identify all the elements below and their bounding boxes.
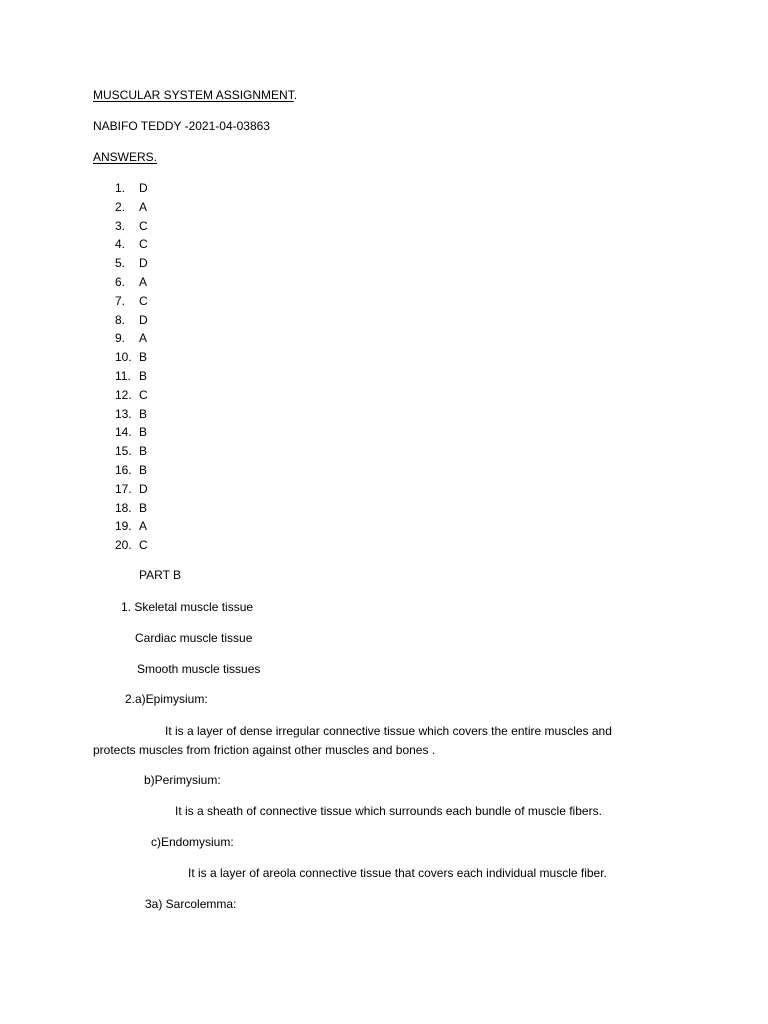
answer-number: 4. (115, 237, 126, 252)
answers-list (115, 181, 148, 557)
answer-number: 9. (115, 331, 126, 346)
answer-value: A (139, 199, 148, 214)
answer-value: C (139, 237, 148, 252)
answer-item (115, 407, 148, 426)
document-title-suffix: . (293, 88, 298, 102)
answer-item (115, 369, 148, 388)
answer-item (115, 538, 148, 557)
answer-number: 7. (115, 293, 126, 308)
q2c-text: It is a layer of areola connective tissue that covers each individual muscle fiber. (188, 866, 607, 880)
answer-number: 18. (115, 500, 132, 515)
answer-value: D (139, 181, 148, 195)
answer-item (115, 294, 148, 313)
answer-value: B (139, 368, 148, 383)
author-line: NABIFO TEDDY -2021-04-03863 (93, 119, 270, 133)
answer-number: 5. (115, 256, 126, 271)
answers-heading: ANSWERS. (93, 150, 158, 164)
q2a-text-line1: It is a layer of dense irregular connective tissue which covers the entire muscles and (165, 724, 612, 738)
answer-number: 16. (115, 462, 132, 477)
answer-item (115, 331, 148, 350)
answer-value: A (139, 331, 148, 346)
answer-number: 20. (115, 538, 132, 553)
answer-value: B (139, 425, 148, 440)
q2b-heading: b)Perimysium: (144, 773, 221, 787)
answer-item (115, 313, 148, 332)
answer-number: 3. (115, 218, 126, 233)
answer-item (115, 501, 148, 520)
answer-item (115, 200, 148, 219)
answer-item (115, 237, 148, 256)
answer-item (115, 388, 148, 407)
answer-item (115, 519, 148, 538)
answer-item (115, 256, 148, 275)
answer-number: 15. (115, 444, 132, 459)
answer-item (115, 482, 148, 501)
answer-value: B (139, 406, 148, 421)
answer-number: 10. (115, 350, 132, 365)
answer-number: 12. (115, 387, 132, 402)
q2a-heading: 2.a)Epimysium: (125, 692, 208, 706)
answer-item (115, 181, 148, 200)
answer-value: B (139, 500, 148, 515)
answer-number: 6. (115, 274, 126, 289)
q2c-heading: c)Endomysium: (151, 835, 234, 849)
answer-number: 17. (115, 481, 132, 496)
answer-value: B (139, 462, 148, 477)
q2b-text: It is a sheath of connective tissue which surrounds each bundle of muscle fibers. (175, 804, 602, 818)
answer-number: 13. (115, 406, 132, 421)
answer-value: C (139, 218, 148, 233)
answer-value: C (139, 387, 148, 402)
q1-line3: Smooth muscle tissues (137, 662, 261, 676)
part-b-heading: PART B (139, 568, 182, 582)
q2a-text-line2: protects muscles from friction against other muscles and bones . (93, 743, 436, 757)
answer-item (115, 444, 148, 463)
document-title-line (93, 88, 297, 103)
answer-value: B (139, 444, 148, 459)
answer-value: C (139, 538, 148, 553)
q1-line2: Cardiac muscle tissue (135, 631, 253, 645)
answer-value: A (139, 274, 148, 289)
answer-value: D (139, 481, 148, 496)
answer-item (115, 350, 148, 369)
answer-value: B (139, 350, 148, 365)
document-title: MUSCULAR SYSTEM ASSIGNMENT (93, 88, 294, 102)
answer-item (115, 463, 148, 482)
answer-value: D (139, 256, 148, 271)
answer-value: D (139, 312, 148, 327)
answer-number: 11. (115, 368, 131, 383)
answer-number: 19. (115, 519, 132, 534)
answer-number: 2. (115, 199, 126, 214)
answer-number: 1. (115, 181, 126, 195)
q1-line1: 1. Skeletal muscle tissue (121, 600, 254, 614)
q3a-heading: 3a) Sarcolemma: (145, 897, 237, 911)
answer-item (115, 425, 148, 444)
answer-number: 14. (115, 425, 132, 440)
answer-number: 8. (115, 312, 126, 327)
answer-value: A (139, 519, 148, 534)
answer-item (115, 219, 148, 238)
answer-item (115, 275, 148, 294)
answer-value: C (139, 293, 148, 308)
